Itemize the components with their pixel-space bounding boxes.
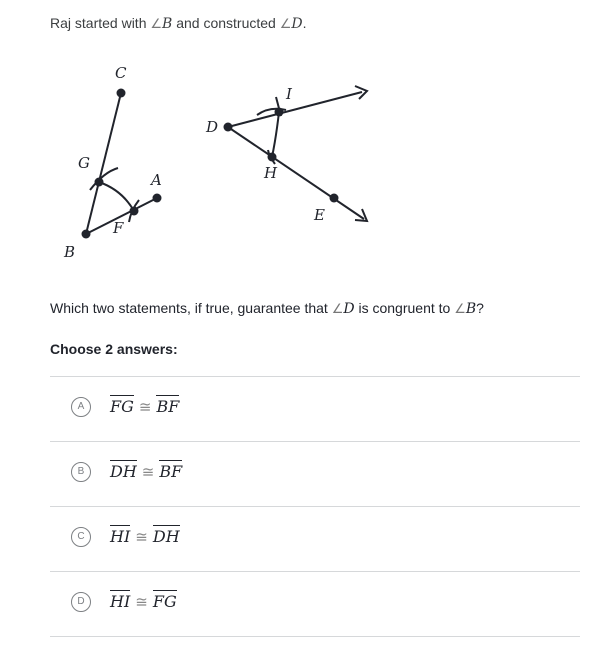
congruent-symbol: ≅ xyxy=(135,593,148,611)
point-c xyxy=(117,89,126,98)
ray-bc xyxy=(86,93,121,234)
intro-text: . xyxy=(302,15,307,31)
choice-d[interactable] xyxy=(50,571,580,637)
angle-b-label: B xyxy=(162,16,173,32)
ray-di xyxy=(228,92,362,127)
point-e xyxy=(330,194,339,203)
segment-right: FG xyxy=(152,592,177,611)
label-c: C xyxy=(115,64,127,82)
construction-figure xyxy=(0,0,600,290)
question-part: is congruent to xyxy=(354,300,455,316)
label-i: I xyxy=(286,85,292,103)
label-b: B xyxy=(64,243,76,261)
point-d xyxy=(224,123,233,132)
question-text xyxy=(50,300,484,317)
angle-symbol: ∠ xyxy=(279,17,292,32)
ray-de xyxy=(228,127,364,219)
angle-b-label: B xyxy=(465,301,477,317)
arc-mark-g xyxy=(90,168,118,190)
segment-right: BF xyxy=(159,462,183,481)
label-g: G xyxy=(78,154,90,172)
choice-c-bubble[interactable]: C xyxy=(71,527,91,547)
angle-d-label: D xyxy=(343,301,355,317)
point-b xyxy=(82,230,91,239)
choice-d-statement xyxy=(110,592,177,611)
congruent-symbol: ≅ xyxy=(135,528,148,546)
point-f xyxy=(130,207,139,216)
angle-symbol: ∠ xyxy=(331,302,344,317)
choice-d-bubble[interactable]: D xyxy=(71,592,91,612)
segment-left: DH xyxy=(110,462,137,481)
segment-right: DH xyxy=(152,527,180,546)
choice-c-statement xyxy=(110,527,180,546)
choice-b[interactable] xyxy=(50,441,580,506)
point-i xyxy=(275,108,284,117)
angle-symbol: ∠ xyxy=(454,302,466,317)
choice-c[interactable] xyxy=(50,506,580,571)
congruent-symbol: ≅ xyxy=(138,398,152,416)
label-d: D xyxy=(206,118,219,136)
choice-a-bubble[interactable]: A xyxy=(71,397,91,417)
label-h: H xyxy=(264,164,278,182)
choose-instruction: Choose 2 answers: xyxy=(50,341,178,357)
choice-b-statement xyxy=(110,462,182,481)
congruent-symbol: ≅ xyxy=(141,463,155,481)
segment-left: HI xyxy=(110,527,131,546)
answer-choices xyxy=(50,376,580,637)
angle-d-label: D xyxy=(291,16,303,32)
choice-b-bubble[interactable]: B xyxy=(71,462,91,482)
arc-gf xyxy=(99,182,134,211)
segment-left: FG xyxy=(110,397,134,416)
question-part: ? xyxy=(476,300,484,316)
point-a xyxy=(153,194,162,203)
label-f: F xyxy=(113,219,124,237)
arc-ih xyxy=(272,112,279,157)
angle-symbol: ∠ xyxy=(150,17,163,32)
point-g xyxy=(95,178,104,187)
segment-left: HI xyxy=(110,592,131,611)
label-a: A xyxy=(151,171,162,189)
question-part: Which two statements, if true, guarantee that xyxy=(50,300,332,316)
intro-text: and constructed xyxy=(172,15,280,31)
point-h xyxy=(268,153,277,162)
choice-a[interactable] xyxy=(50,376,580,441)
segment-right: BF xyxy=(156,397,180,416)
label-e: E xyxy=(314,206,325,224)
intro-text: Raj started with xyxy=(50,15,151,31)
choice-a-statement xyxy=(110,397,179,416)
